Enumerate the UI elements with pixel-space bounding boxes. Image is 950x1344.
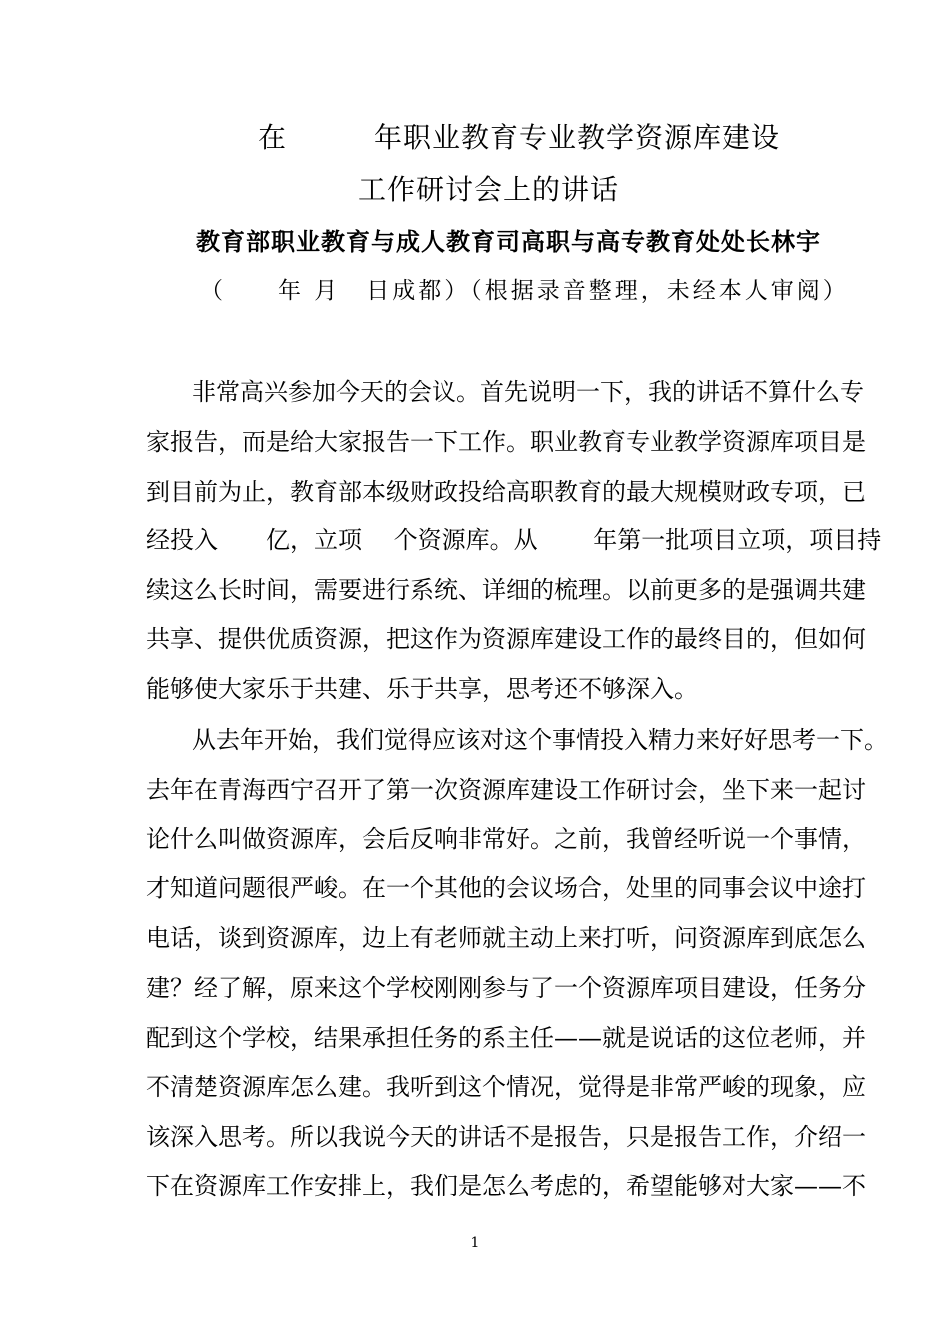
title-line-1: 在 年职业教育专业教学资源库建设: [258, 121, 781, 154]
paragraph-2-line-10: 下在资源库工作安排上，我们是怎么考虑的，希望能够对大家——不: [146, 1172, 866, 1200]
paragraph-1-line-2: 家报告，而是给大家报告一下工作。职业教育专业教学资源库项目是: [146, 428, 866, 456]
speaker-line: 教育部职业教育与成人教育司高职与高专教育处处长林宇: [196, 227, 821, 256]
paragraph-2-line-4: 才知道问题很严峻。在一个其他的会议场合，处里的同事会议中途打: [146, 874, 866, 902]
paragraph-1-line-1: 非常高兴参加今天的会议。首先说明一下，我的讲话不算什么专: [192, 378, 864, 406]
date-note-line: （ 年 月 日成都）（根据录音整理，未经本人审阅）: [200, 278, 849, 304]
paragraph-2-line-1: 从去年开始，我们觉得应该对这个事情投入精力来好好思考一下。: [192, 726, 888, 754]
title-line-2: 工作研讨会上的讲话: [358, 173, 620, 206]
paragraph-1-line-4: 经投入 亿，立项 个资源库。从 年第一批项目立项，项目持: [146, 526, 882, 554]
paragraph-2-line-8: 不清楚资源库怎么建。我听到这个情况，觉得是非常严峻的现象，应: [146, 1073, 866, 1101]
page-number: 1: [470, 1235, 480, 1251]
paragraph-1-line-7: 能够使大家乐于共建、乐于共享，思考还不够深入。: [146, 675, 698, 703]
paragraph-1-line-3: 到目前为止，教育部本级财政投给高职教育的最大规模财政专项，已: [146, 478, 866, 506]
paragraph-2-line-6: 建？经了解，原来这个学校刚刚参与了一个资源库项目建设，任务分: [146, 974, 866, 1002]
paragraph-2-line-2: 去年在青海西宁召开了第一次资源库建设工作研讨会，坐下来一起讨: [146, 776, 866, 804]
paragraph-2-line-7: 配到这个学校，结果承担任务的系主任——就是说话的这位老师，并: [146, 1024, 866, 1052]
paragraph-2-line-5: 电话，谈到资源库，边上有老师就主动上来打听，问资源库到底怎么: [146, 924, 866, 952]
paragraph-1-line-6: 共享、提供优质资源，把这作为资源库建设工作的最终目的，但如何: [146, 625, 866, 653]
paragraph-1-line-5: 续这么长时间，需要进行系统、详细的梳理。以前更多的是强调共建: [146, 576, 866, 604]
paragraph-2-line-9: 该深入思考。所以我说今天的讲话不是报告，只是报告工作，介绍一: [146, 1123, 866, 1151]
paragraph-2-line-3: 论什么叫做资源库，会后反响非常好。之前，我曾经听说一个事情，: [146, 825, 866, 853]
